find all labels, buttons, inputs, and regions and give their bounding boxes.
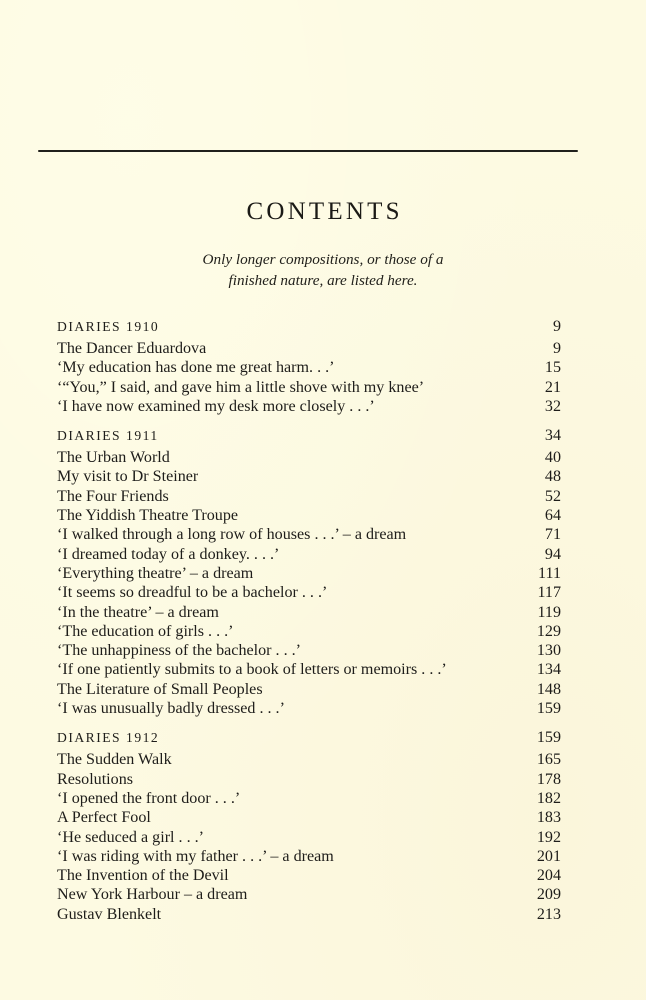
toc-entry-label: ‘He seduced a girl . . .’	[57, 828, 205, 846]
header-divider-rule	[38, 150, 578, 152]
toc-entry-row[interactable]	[57, 603, 561, 622]
toc-entry-label: ‘I opened the front door . . .’	[57, 789, 241, 807]
toc-entry-label: The Yiddish Theatre Troupe	[57, 507, 239, 525]
toc-entry-row[interactable]	[57, 487, 561, 506]
toc-entry-page-number: 119	[537, 603, 561, 621]
toc-entry-row[interactable]	[57, 885, 561, 904]
toc-entry-label: ‘I was unusually badly dressed . . .’	[57, 700, 285, 718]
toc-entry-label: ‘If one patiently submits to a book of letters or memoirs . . .’	[57, 661, 447, 679]
toc-entry-label: Gustav Blenkelt	[57, 905, 162, 923]
contents-note-line-2: finished nature, are listed here.	[228, 272, 418, 289]
toc-entry-page-number: 134	[536, 661, 561, 679]
toc-entry-page-number: 183	[536, 809, 561, 827]
toc-entry-row[interactable]	[57, 660, 561, 679]
toc-entry-label: ‘I have now examined my desk more closely . . .’	[57, 397, 375, 415]
toc-entry-page-number: 48	[544, 468, 561, 486]
toc-entry-page-number: 209	[536, 886, 561, 904]
toc-entry-row[interactable]	[57, 397, 561, 416]
toc-entry-row[interactable]	[57, 866, 561, 885]
toc-entry-label: ‘In the theatre’ – a dream	[57, 603, 219, 621]
toc-entry-label: The Invention of the Devil	[57, 867, 229, 885]
toc-entry-label: ‘Everything theatre’ – a dream	[57, 564, 254, 582]
toc-entry-page-number: 9	[552, 340, 561, 357]
toc-entry-label: ‘I dreamed today of a donkey. . . .’	[57, 545, 280, 563]
toc-group	[57, 317, 561, 416]
toc-entry-row[interactable]	[57, 808, 561, 827]
toc-entry-row[interactable]	[57, 525, 561, 544]
toc-entry-row[interactable]	[57, 622, 561, 641]
toc-entry-row[interactable]	[57, 641, 561, 660]
contents-note	[0, 249, 646, 291]
toc-entry-row[interactable]	[57, 828, 561, 847]
toc-entry-page-number: 204	[536, 867, 561, 885]
toc-section-label: DIARIES 1911	[57, 428, 159, 444]
toc-section-row[interactable]	[57, 728, 561, 748]
toc-entry-row[interactable]	[57, 699, 561, 718]
toc-entry-label: The Literature of Small Peoples	[57, 680, 263, 698]
toc-entry-page-number: 148	[536, 680, 561, 698]
toc-entry-label: The Sudden Walk	[57, 751, 172, 769]
toc-entry-row[interactable]	[57, 378, 561, 397]
toc-entry-row[interactable]	[57, 564, 561, 583]
toc-entry-page-number: 213	[536, 905, 561, 923]
toc-entry-row[interactable]	[57, 358, 561, 377]
toc-entry-label: ‘“You,” I said, and gave him a little shove with my knee’	[57, 378, 425, 396]
toc-entry-label: ‘I walked through a long row of houses . . .’ – a dream	[57, 526, 407, 544]
toc-entry-row[interactable]	[57, 545, 561, 564]
toc-entry-page-number: 111	[538, 564, 561, 582]
toc-entry-page-number: 94	[544, 545, 561, 563]
toc-section-label: DIARIES 1912	[57, 730, 160, 746]
toc-entry-label: ‘I was riding with my father . . .’ – a dream	[57, 847, 334, 865]
toc-entry-row[interactable]	[57, 448, 561, 467]
toc-entry-label: ‘The unhappiness of the bachelor . . .’	[57, 642, 302, 660]
toc-entry-page-number: 130	[536, 642, 561, 660]
page-title: CONTENTS	[246, 198, 403, 225]
toc-group	[57, 728, 561, 924]
toc-section-row[interactable]	[57, 426, 561, 446]
toc-entry-label: A Perfect Fool	[57, 809, 151, 827]
toc-entry-row[interactable]	[57, 789, 561, 808]
toc-entry-label: ‘The education of girls . . .’	[57, 622, 234, 640]
toc-entry-page-number: 117	[537, 584, 561, 602]
toc-entry-row[interactable]	[57, 467, 561, 486]
toc-entry-label: New York Harbour – a dream	[57, 886, 248, 904]
toc-entry-label: The Four Friends	[57, 487, 169, 505]
toc-entry-row[interactable]	[57, 339, 561, 358]
toc-section-page-number: 159	[536, 729, 561, 747]
toc-entry-page-number: 192	[536, 828, 561, 846]
toc-entry-page-number: 182	[536, 789, 561, 807]
toc-entry-row[interactable]	[57, 847, 561, 866]
toc-entry-page-number: 178	[536, 770, 561, 788]
toc-entry-row[interactable]	[57, 905, 561, 924]
toc-group	[57, 426, 561, 718]
contents-note-line-1: Only longer compositions, or those of a	[202, 251, 444, 268]
toc-entry-page-number: 165	[536, 751, 561, 769]
toc-section-page-number: 34	[544, 427, 561, 445]
toc-entry-page-number: 201	[536, 847, 561, 865]
toc-entry-label: My visit to Dr Steiner	[57, 468, 199, 486]
toc-entry-page-number: 129	[536, 622, 561, 640]
toc-section-label: DIARIES 1910	[57, 319, 160, 334]
toc-entry-page-number: 71	[544, 526, 561, 544]
table-of-contents	[57, 317, 561, 924]
toc-entry-row[interactable]	[57, 750, 561, 769]
toc-entry-page-number: 159	[536, 700, 561, 718]
toc-entry-label: ‘It seems so dreadful to be a bachelor . . .’	[57, 584, 328, 602]
toc-entry-row[interactable]	[57, 506, 561, 525]
toc-entry-page-number: 40	[544, 449, 561, 467]
toc-entry-page-number: 21	[544, 378, 561, 396]
toc-section-page-number: 9	[552, 318, 561, 335]
toc-entry-page-number: 64	[544, 507, 561, 525]
toc-entry-label: Resolutions	[57, 770, 134, 788]
toc-entry-page-number: 52	[544, 487, 561, 505]
toc-entry-page-number: 32	[544, 397, 561, 415]
toc-entry-label: The Dancer Eduardova	[57, 340, 207, 357]
toc-entry-label: ‘My education has done me great harm. . .’	[57, 359, 335, 377]
toc-entry-row[interactable]	[57, 680, 561, 699]
toc-entry-page-number: 15	[544, 359, 561, 377]
toc-entry-label: The Urban World	[57, 449, 170, 467]
toc-section-row[interactable]	[57, 317, 561, 337]
toc-entry-row[interactable]	[57, 583, 561, 602]
toc-entry-row[interactable]	[57, 770, 561, 789]
